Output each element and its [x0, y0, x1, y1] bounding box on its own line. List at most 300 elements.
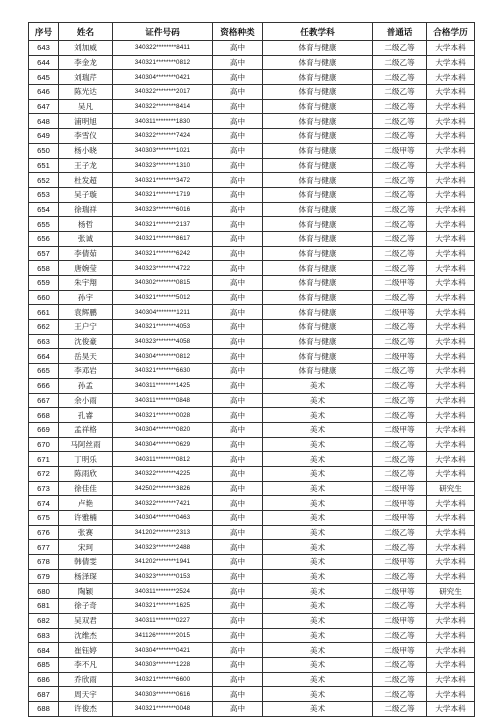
cell-mandarin-level: 二级乙等 [373, 466, 427, 481]
table-row [29, 70, 475, 85]
cell-subject: 体育与健康 [263, 158, 373, 173]
cell-qualification-type: 高中 [213, 99, 263, 114]
cell-qualification-type: 高中 [213, 290, 263, 305]
cell-education: 大学本科 [427, 246, 475, 261]
cell-seq: 670 [29, 437, 59, 452]
cell-mandarin-level: 二级甲等 [373, 496, 427, 511]
cell-seq: 680 [29, 584, 59, 599]
cell-education: 大学本科 [427, 231, 475, 246]
table-row [29, 540, 475, 555]
table-row [29, 217, 475, 232]
cell-subject: 美术 [263, 393, 373, 408]
cell-subject: 美术 [263, 511, 373, 526]
cell-id-number: 340321********5012 [113, 290, 213, 305]
cell-seq: 654 [29, 202, 59, 217]
cell-seq: 661 [29, 305, 59, 320]
cell-name: 吴子璇 [59, 187, 113, 202]
cell-seq: 683 [29, 628, 59, 643]
table-row [29, 114, 475, 129]
cell-id-number: 340304********0812 [113, 349, 213, 364]
cell-id-number: 342502********3826 [113, 481, 213, 496]
cell-qualification-type: 高中 [213, 202, 263, 217]
cell-seq: 652 [29, 173, 59, 188]
cell-id-number: 340321********6242 [113, 246, 213, 261]
cell-qualification-type: 高中 [213, 217, 263, 232]
cell-subject: 体育与健康 [263, 231, 373, 246]
cell-qualification-type: 高中 [213, 305, 263, 320]
cell-name: 吴双君 [59, 613, 113, 628]
cell-id-number: 340311********0812 [113, 452, 213, 467]
cell-name: 徐子奇 [59, 599, 113, 614]
cell-education: 大学本科 [427, 657, 475, 672]
cell-subject: 美术 [263, 422, 373, 437]
table-row [29, 555, 475, 570]
cell-education: 大学本科 [427, 290, 475, 305]
cell-seq: 676 [29, 525, 59, 540]
cell-seq: 656 [29, 231, 59, 246]
cell-id-number: 340303********1228 [113, 657, 213, 672]
cell-id-number: 340311********0848 [113, 393, 213, 408]
cell-qualification-type: 高中 [213, 173, 263, 188]
cell-qualification-type: 高中 [213, 584, 263, 599]
cell-subject: 美术 [263, 555, 373, 570]
cell-seq: 649 [29, 129, 59, 144]
cell-subject: 美术 [263, 525, 373, 540]
cell-subject: 体育与健康 [263, 276, 373, 291]
cell-education: 大学本科 [427, 173, 475, 188]
cell-qualification-type: 高中 [213, 187, 263, 202]
cell-subject: 体育与健康 [263, 55, 373, 70]
cell-subject: 体育与健康 [263, 334, 373, 349]
cell-qualification-type: 高中 [213, 481, 263, 496]
cell-name: 孔睿 [59, 408, 113, 423]
cell-id-number: 340322********2017 [113, 85, 213, 100]
cell-seq: 665 [29, 364, 59, 379]
table-row [29, 657, 475, 672]
cell-qualification-type: 高中 [213, 466, 263, 481]
cell-education: 大学本科 [427, 525, 475, 540]
cell-name: 袁辉鹏 [59, 305, 113, 320]
table-row [29, 334, 475, 349]
cell-id-number: 340304********0463 [113, 511, 213, 526]
cell-subject: 美术 [263, 613, 373, 628]
cell-mandarin-level: 二级乙等 [373, 334, 427, 349]
cell-id-number: 340322********8411 [113, 41, 213, 56]
cell-name: 王户宁 [59, 320, 113, 335]
cell-qualification-type: 高中 [213, 657, 263, 672]
cell-name: 崔钰婷 [59, 643, 113, 658]
cell-name: 朱宇翔 [59, 276, 113, 291]
cell-education: 大学本科 [427, 496, 475, 511]
cell-mandarin-level: 二级乙等 [373, 408, 427, 423]
table-row [29, 393, 475, 408]
cell-mandarin-level: 二级甲等 [373, 511, 427, 526]
cell-seq: 674 [29, 496, 59, 511]
cell-education: 大学本科 [427, 378, 475, 393]
cell-qualification-type: 高中 [213, 320, 263, 335]
cell-subject: 体育与健康 [263, 290, 373, 305]
cell-education: 大学本科 [427, 452, 475, 467]
cell-mandarin-level: 二级甲等 [373, 422, 427, 437]
cell-seq: 655 [29, 217, 59, 232]
cell-id-number: 340321********0028 [113, 408, 213, 423]
cell-education: 大学本科 [427, 569, 475, 584]
cell-subject: 美术 [263, 687, 373, 702]
cell-id-number: 340321********0812 [113, 55, 213, 70]
cell-seq: 669 [29, 422, 59, 437]
cell-mandarin-level: 二级乙等 [373, 55, 427, 70]
cell-seq: 648 [29, 114, 59, 129]
cell-seq: 671 [29, 452, 59, 467]
cell-mandarin-level: 二级乙等 [373, 437, 427, 452]
cell-seq: 660 [29, 290, 59, 305]
cell-name: 唐婉莹 [59, 261, 113, 276]
cell-education: 研究生 [427, 481, 475, 496]
cell-seq: 647 [29, 99, 59, 114]
cell-seq: 668 [29, 408, 59, 423]
cell-subject: 美术 [263, 496, 373, 511]
cell-subject: 美术 [263, 466, 373, 481]
cell-id-number: 340321********1719 [113, 187, 213, 202]
table-row [29, 408, 475, 423]
cell-id-number: 340321********4053 [113, 320, 213, 335]
cell-mandarin-level: 二级乙等 [373, 70, 427, 85]
table-row [29, 349, 475, 364]
cell-qualification-type: 高中 [213, 70, 263, 85]
cell-mandarin-level: 二级甲等 [373, 643, 427, 658]
cell-subject: 美术 [263, 378, 373, 393]
cell-seq: 646 [29, 85, 59, 100]
cell-id-number: 340311********1830 [113, 114, 213, 129]
cell-name: 宋珂 [59, 540, 113, 555]
cell-seq: 658 [29, 261, 59, 276]
table-row [29, 511, 475, 526]
cell-seq: 666 [29, 378, 59, 393]
cell-id-number: 341126********2015 [113, 628, 213, 643]
table-row [29, 158, 475, 173]
cell-id-number: 340323********1310 [113, 158, 213, 173]
table-row [29, 231, 475, 246]
cell-subject: 美术 [263, 672, 373, 687]
cell-education: 大学本科 [427, 143, 475, 158]
header-education: 合格学历 [427, 23, 475, 41]
cell-subject: 美术 [263, 408, 373, 423]
cell-name: 余小雨 [59, 393, 113, 408]
cell-qualification-type: 高中 [213, 613, 263, 628]
cell-qualification-type: 高中 [213, 114, 263, 129]
header-name: 姓名 [59, 23, 113, 41]
table-row [29, 599, 475, 614]
cell-subject: 体育与健康 [263, 364, 373, 379]
cell-name: 刘瑞芹 [59, 70, 113, 85]
cell-qualification-type: 高中 [213, 540, 263, 555]
table-row [29, 628, 475, 643]
cell-id-number: 340302********0815 [113, 276, 213, 291]
cell-name: 丁明乐 [59, 452, 113, 467]
cell-qualification-type: 高中 [213, 628, 263, 643]
table-row [29, 305, 475, 320]
cell-name: 李金龙 [59, 55, 113, 70]
cell-mandarin-level: 二级乙等 [373, 261, 427, 276]
cell-name: 许雅楠 [59, 511, 113, 526]
cell-seq: 688 [29, 701, 59, 716]
cell-id-number: 340311********0227 [113, 613, 213, 628]
cell-name: 沈俊豪 [59, 334, 113, 349]
cell-id-number: 340321********3472 [113, 173, 213, 188]
cell-education: 大学本科 [427, 85, 475, 100]
cell-mandarin-level: 二级乙等 [373, 99, 427, 114]
cell-name: 李不凡 [59, 657, 113, 672]
cell-subject: 体育与健康 [263, 85, 373, 100]
cell-id-number: 340303********0616 [113, 687, 213, 702]
cell-qualification-type: 高中 [213, 55, 263, 70]
cell-education: 研究生 [427, 584, 475, 599]
table-row [29, 85, 475, 100]
cell-qualification-type: 高中 [213, 41, 263, 56]
cell-id-number: 340322********7421 [113, 496, 213, 511]
table-body [29, 41, 475, 717]
table-row [29, 525, 475, 540]
cell-id-number: 340323********6016 [113, 202, 213, 217]
cell-qualification-type: 高中 [213, 276, 263, 291]
cell-qualification-type: 高中 [213, 525, 263, 540]
cell-subject: 体育与健康 [263, 129, 373, 144]
cell-subject: 美术 [263, 437, 373, 452]
cell-name: 吴凡 [59, 99, 113, 114]
cell-name: 杜发超 [59, 173, 113, 188]
table-row [29, 481, 475, 496]
qualification-table [28, 22, 475, 717]
cell-qualification-type: 高中 [213, 569, 263, 584]
cell-mandarin-level: 二级甲等 [373, 613, 427, 628]
cell-id-number: 340323********2488 [113, 540, 213, 555]
table-row [29, 452, 475, 467]
cell-mandarin-level: 二级甲等 [373, 276, 427, 291]
cell-name: 孙孟 [59, 378, 113, 393]
cell-education: 大学本科 [427, 437, 475, 452]
cell-subject: 体育与健康 [263, 70, 373, 85]
cell-name: 陈雨欣 [59, 466, 113, 481]
cell-qualification-type: 高中 [213, 422, 263, 437]
cell-qualification-type: 高中 [213, 643, 263, 658]
cell-seq: 667 [29, 393, 59, 408]
table-row [29, 496, 475, 511]
cell-name: 杨小晓 [59, 143, 113, 158]
cell-seq: 664 [29, 349, 59, 364]
cell-name: 周天宇 [59, 687, 113, 702]
table-row [29, 143, 475, 158]
cell-education: 大学本科 [427, 466, 475, 481]
cell-education: 大学本科 [427, 599, 475, 614]
cell-qualification-type: 高中 [213, 496, 263, 511]
cell-id-number: 340303********1021 [113, 143, 213, 158]
table-row [29, 364, 475, 379]
header-qualification-type: 资格种类 [213, 23, 263, 41]
cell-qualification-type: 高中 [213, 378, 263, 393]
cell-name: 浦明旭 [59, 114, 113, 129]
cell-education: 大学本科 [427, 422, 475, 437]
cell-subject: 体育与健康 [263, 187, 373, 202]
cell-education: 大学本科 [427, 320, 475, 335]
cell-seq: 677 [29, 540, 59, 555]
cell-mandarin-level: 二级乙等 [373, 540, 427, 555]
cell-name: 孙宇 [59, 290, 113, 305]
cell-subject: 美术 [263, 643, 373, 658]
cell-education: 大学本科 [427, 187, 475, 202]
cell-seq: 644 [29, 55, 59, 70]
header-row [29, 23, 475, 41]
cell-education: 大学本科 [427, 261, 475, 276]
cell-seq: 645 [29, 70, 59, 85]
cell-seq: 662 [29, 320, 59, 335]
table-row [29, 173, 475, 188]
cell-name: 李邓岩 [59, 364, 113, 379]
cell-mandarin-level: 二级乙等 [373, 657, 427, 672]
cell-mandarin-level: 二级甲等 [373, 584, 427, 599]
cell-education: 大学本科 [427, 540, 475, 555]
cell-qualification-type: 高中 [213, 555, 263, 570]
cell-name: 韩倩雯 [59, 555, 113, 570]
cell-mandarin-level: 二级甲等 [373, 555, 427, 570]
cell-name: 徐佳佳 [59, 481, 113, 496]
table-row [29, 613, 475, 628]
cell-seq: 663 [29, 334, 59, 349]
table-row [29, 643, 475, 658]
cell-seq: 684 [29, 643, 59, 658]
cell-seq: 659 [29, 276, 59, 291]
cell-education: 大学本科 [427, 687, 475, 702]
cell-id-number: 340323********4722 [113, 261, 213, 276]
cell-subject: 体育与健康 [263, 99, 373, 114]
cell-education: 大学本科 [427, 114, 475, 129]
table-row [29, 55, 475, 70]
cell-education: 大学本科 [427, 555, 475, 570]
cell-subject: 美术 [263, 569, 373, 584]
cell-id-number: 340304********0421 [113, 643, 213, 658]
cell-mandarin-level: 二级乙等 [373, 672, 427, 687]
cell-seq: 673 [29, 481, 59, 496]
cell-qualification-type: 高中 [213, 687, 263, 702]
cell-mandarin-level: 二级乙等 [373, 393, 427, 408]
cell-name: 李雪仪 [59, 129, 113, 144]
cell-qualification-type: 高中 [213, 85, 263, 100]
cell-mandarin-level: 二级乙等 [373, 290, 427, 305]
cell-subject: 体育与健康 [263, 320, 373, 335]
cell-mandarin-level: 二级乙等 [373, 525, 427, 540]
cell-qualification-type: 高中 [213, 334, 263, 349]
cell-id-number: 340304********0629 [113, 437, 213, 452]
cell-mandarin-level: 二级乙等 [373, 246, 427, 261]
cell-name: 马阿丝雨 [59, 437, 113, 452]
cell-education: 大学本科 [427, 129, 475, 144]
cell-name: 张赛 [59, 525, 113, 540]
cell-name: 陶颖 [59, 584, 113, 599]
cell-subject: 体育与健康 [263, 143, 373, 158]
cell-mandarin-level: 二级乙等 [373, 85, 427, 100]
cell-education: 大学本科 [427, 41, 475, 56]
cell-education: 大学本科 [427, 408, 475, 423]
header-seq: 序号 [29, 23, 59, 41]
cell-subject: 体育与健康 [263, 261, 373, 276]
cell-name: 孟祥格 [59, 422, 113, 437]
cell-education: 大学本科 [427, 701, 475, 716]
cell-id-number: 340321********1625 [113, 599, 213, 614]
table-row [29, 202, 475, 217]
cell-seq: 672 [29, 466, 59, 481]
cell-seq: 687 [29, 687, 59, 702]
cell-subject: 体育与健康 [263, 114, 373, 129]
cell-education: 大学本科 [427, 613, 475, 628]
cell-education: 大学本科 [427, 672, 475, 687]
cell-seq: 653 [29, 187, 59, 202]
table-row [29, 129, 475, 144]
cell-mandarin-level: 二级乙等 [373, 202, 427, 217]
table-row [29, 422, 475, 437]
cell-education: 大学本科 [427, 70, 475, 85]
table-row [29, 466, 475, 481]
cell-name: 王子龙 [59, 158, 113, 173]
cell-mandarin-level: 二级乙等 [373, 452, 427, 467]
cell-seq: 679 [29, 569, 59, 584]
cell-mandarin-level: 二级乙等 [373, 320, 427, 335]
cell-qualification-type: 高中 [213, 393, 263, 408]
cell-name: 李倩茹 [59, 246, 113, 261]
cell-qualification-type: 高中 [213, 246, 263, 261]
cell-seq: 686 [29, 672, 59, 687]
cell-seq: 685 [29, 657, 59, 672]
cell-mandarin-level: 二级乙等 [373, 687, 427, 702]
cell-id-number: 340323********0153 [113, 569, 213, 584]
cell-education: 大学本科 [427, 158, 475, 173]
cell-education: 大学本科 [427, 628, 475, 643]
cell-subject: 体育与健康 [263, 202, 373, 217]
cell-mandarin-level: 二级乙等 [373, 158, 427, 173]
cell-subject: 美术 [263, 628, 373, 643]
cell-education: 大学本科 [427, 202, 475, 217]
cell-seq: 675 [29, 511, 59, 526]
cell-subject: 美术 [263, 657, 373, 672]
cell-id-number: 340321********6600 [113, 672, 213, 687]
cell-id-number: 340304********0421 [113, 70, 213, 85]
cell-education: 大学本科 [427, 393, 475, 408]
cell-id-number: 340323********4058 [113, 334, 213, 349]
cell-seq: 650 [29, 143, 59, 158]
cell-qualification-type: 高中 [213, 701, 263, 716]
cell-subject: 美术 [263, 481, 373, 496]
header-subject: 任教学科 [263, 23, 373, 41]
cell-qualification-type: 高中 [213, 158, 263, 173]
cell-education: 大学本科 [427, 511, 475, 526]
table-row [29, 290, 475, 305]
cell-id-number: 340311********1425 [113, 378, 213, 393]
cell-name: 许俊杰 [59, 701, 113, 716]
cell-seq: 657 [29, 246, 59, 261]
cell-mandarin-level: 二级乙等 [373, 378, 427, 393]
cell-name: 乔欣雨 [59, 672, 113, 687]
cell-seq: 681 [29, 599, 59, 614]
header-id-number: 证件号码 [113, 23, 213, 41]
cell-subject: 体育与健康 [263, 246, 373, 261]
cell-qualification-type: 高中 [213, 672, 263, 687]
cell-education: 大学本科 [427, 349, 475, 364]
cell-mandarin-level: 二级乙等 [373, 217, 427, 232]
table-row [29, 687, 475, 702]
cell-mandarin-level: 二级乙等 [373, 701, 427, 716]
cell-seq: 678 [29, 555, 59, 570]
table-row [29, 246, 475, 261]
cell-mandarin-level: 二级甲等 [373, 481, 427, 496]
cell-subject: 体育与健康 [263, 173, 373, 188]
